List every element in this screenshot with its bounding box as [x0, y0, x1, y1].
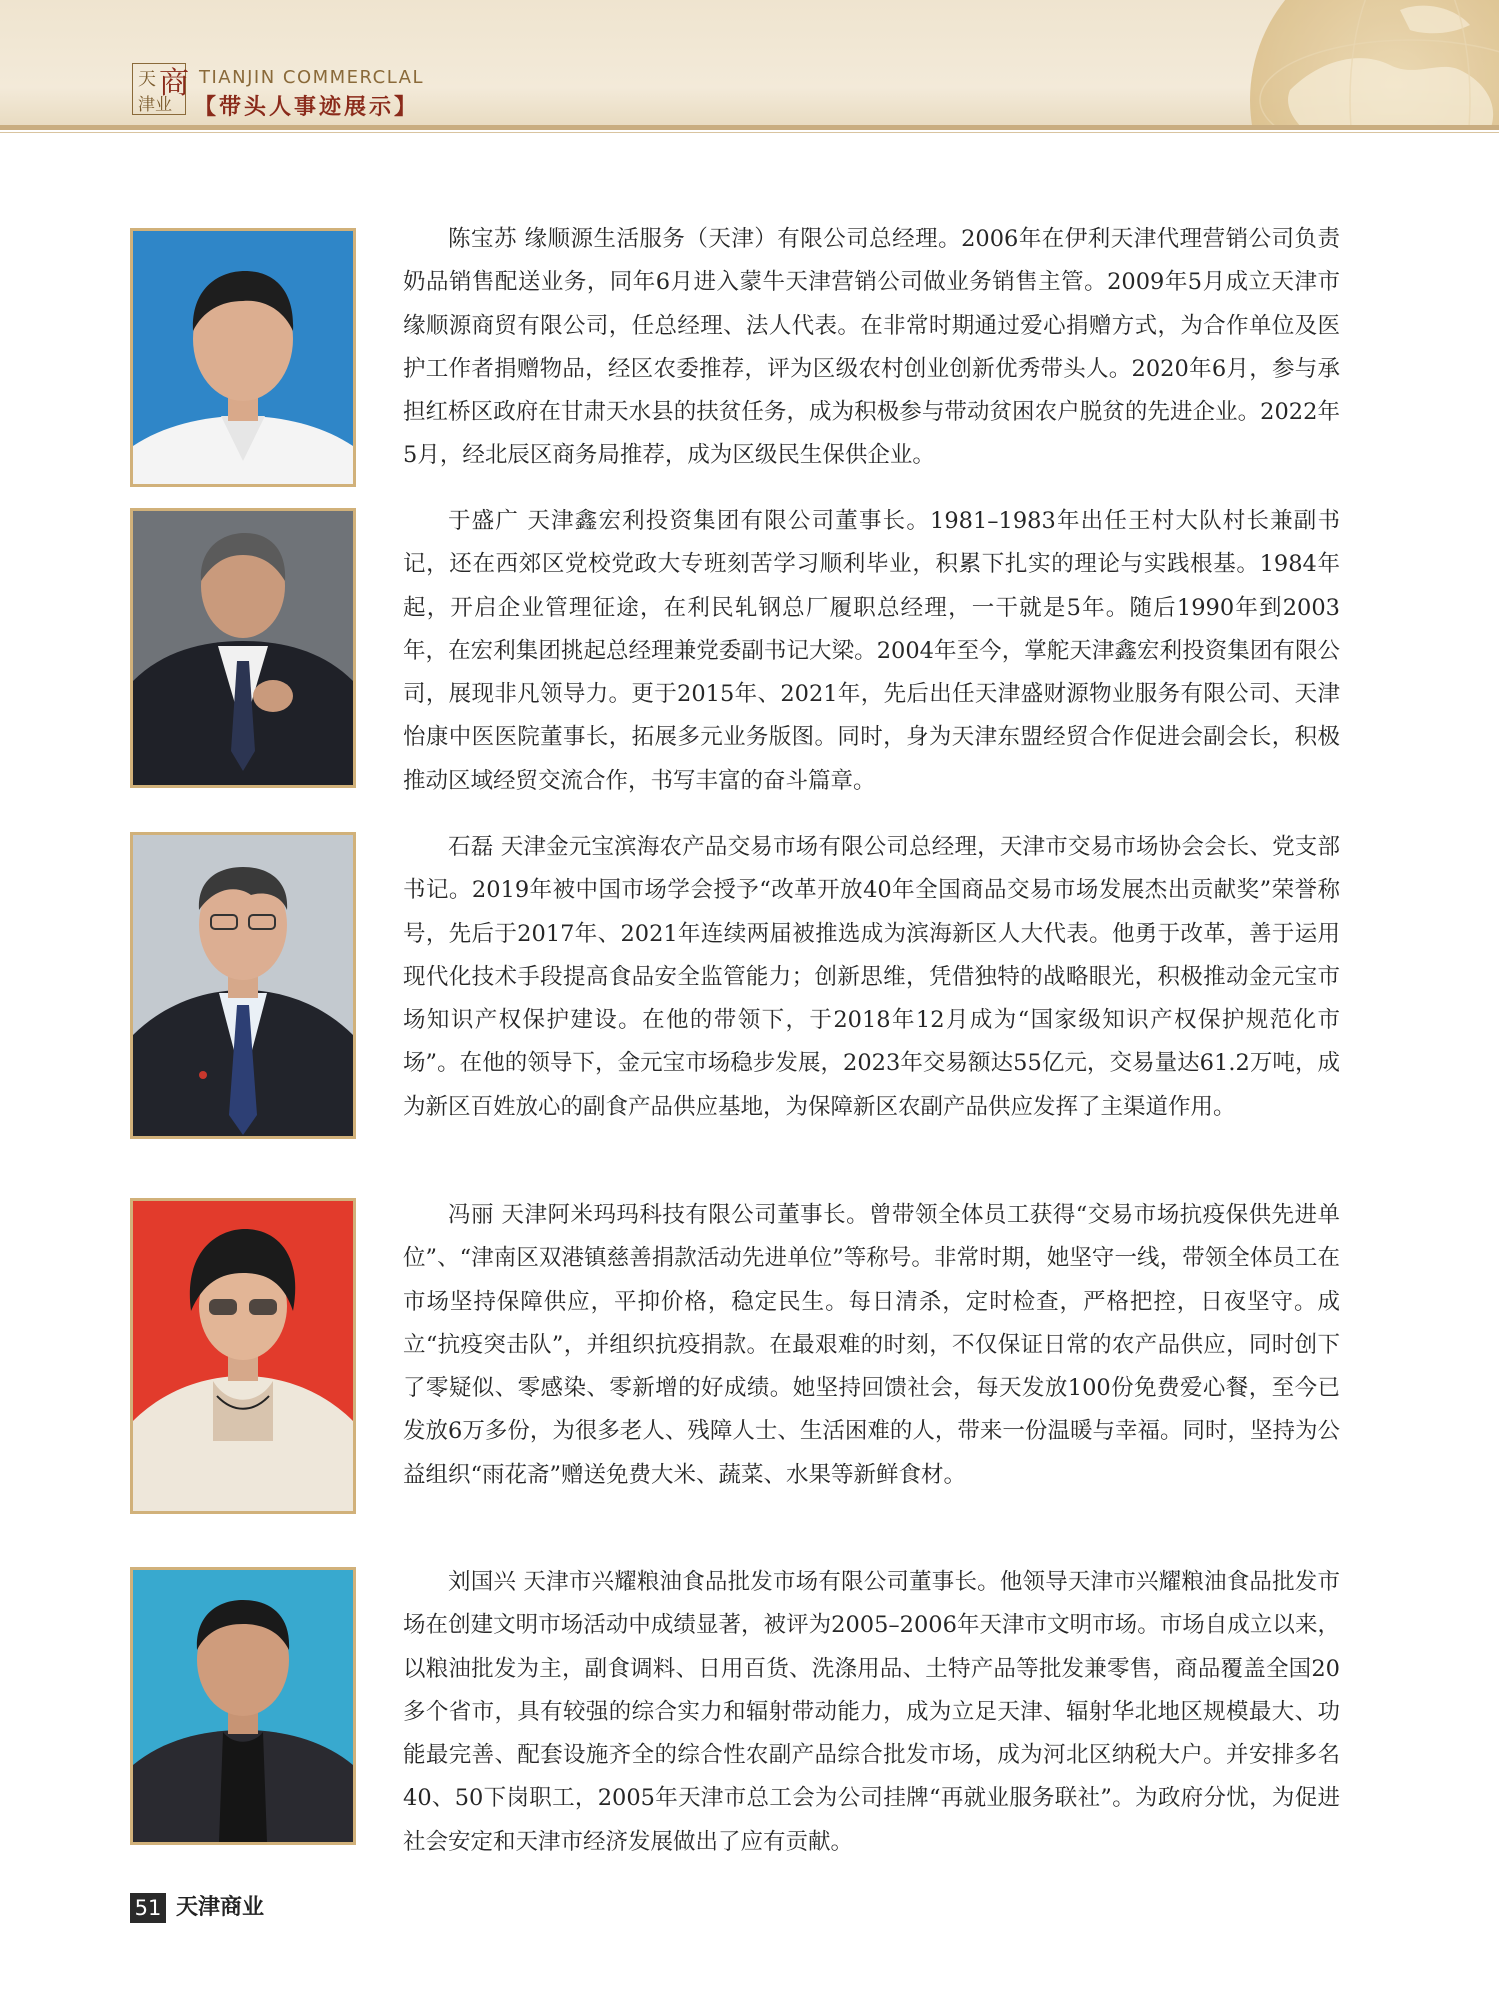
portrait-photo-3 [130, 832, 356, 1139]
portrait-photo-4 [130, 1198, 356, 1514]
header-divider [0, 125, 1499, 130]
page-header [0, 0, 1499, 125]
globe-decoration-icon [1250, 0, 1499, 125]
bio-text-3: 石磊 天津金元宝滨海农产品交易市场有限公司总经理，天津市交易市场协会会长、党支部书记。2019年被中国市场学会授予“改革开放40年全国商品交易市场发展杰出贡献奖”荣誉称号，先后于2017年、2021年连续两届被推选成为滨海新区人大代表。他勇于改革，善于运用现代化技术手段提高食品安全监管能力；创新思维，凭借独特的战略眼光，积极推动金元宝市场知识产权保护建设。在他的带领下，于2018年12月成为“国家级知识产权保护规范化市场”。在他的领导下，金元宝市场稳步发展，2023年交易额达55亿元，交易量达61.2万吨，成为新区百姓放心的副食产品供应基地，为保障新区农副产品供应发挥了主渠道作用。 [403, 834, 1340, 1120]
bio-text-4: 冯丽 天津阿米玛玛科技有限公司董事长。曾带领全体员工获得“交易市场抗疫保供先进单位”、“津南区双港镇慈善捐款活动先进单位”等称号。非常时期，她坚守一线，带领全体员工在市场坚持保障供应，平抑价格，稳定民生。每日清杀，定时检查，严格把控，日夜坚守。成立“抗疫突击队”，并组织抗疫捐款。在最艰难的时刻，不仅保证日常的农产品供应，同时创下了零疑似、零感染、零新增的好成绩。她坚持回馈社会，每天发放100份免费爱心餐，至今已发放6万多份，为很多老人、残障人士、生活困难的人，带来一份温暖与幸福。同时，坚持为公益组织“雨花斋”赠送免费大米、蔬菜、水果等新鲜食材。 [403, 1202, 1340, 1488]
magazine-title: 天津商业 [176, 1895, 265, 1920]
header-divider-thin [0, 132, 1499, 133]
logo-char-jinye: 津业 [138, 95, 172, 115]
column-title: 【带头人事迹展示】 [194, 94, 420, 120]
bio-text-2: 于盛广 天津鑫宏利投资集团有限公司董事长。1981–1983年出任王村大队村长兼副书记，还在西郊区党校党政大专班刻苦学习顺利毕业，积累下扎实的理论与实践根基。1984年起，开启企业管理征途，在利民轧钢总厂履职总经理，一干就是5年。随后1990年到2003年，在宏利集团挑起总经理兼党委副书记大梁。2004年至今，掌舵天津鑫宏利投资集团有限公司，展现非凡领导力。更于2015年、2021年，先后出任天津盛财源物业服务有限公司、天津怡康中医医院董事长，拓展多元业务版图。同时，身为天津东盟经贸合作促进会副会长，积极推动区域经贸交流合作，书写丰富的奋斗篇章。 [403, 508, 1340, 794]
logo-char-tian: 天 [138, 69, 156, 90]
bio-text-1: 陈宝苏 缘顺源生活服务（天津）有限公司总经理。2006年在伊利天津代理营销公司负责奶品销售配送业务，同年6月进入蒙牛天津营销公司做业务销售主管。2009年5月成立天津市缘顺源商贸有限公司，任总经理、法人代表。在非常时期通过爱心捐赠方式，为合作单位及医护工作者捐赠物品，经区农委推荐，评为区级农村创业创新优秀带头人。2020年6月，参与承担红桥区政府在甘肃天水县的扶贫任务，成为积极参与带动贫困农户脱贫的先进企业。2022年5月，经北辰区商务局推荐，成为区级民生保供企业。 [403, 226, 1340, 469]
page-number: 51 [130, 1893, 166, 1923]
brand-english: TIANJIN COMMERCLAL [199, 67, 425, 88]
bio-text-5: 刘国兴 天津市兴耀粮油食品批发市场有限公司董事长。他领导天津市兴耀粮油食品批发市场在创建文明市场活动中成绩显著，被评为2005–2006年天津市文明市场。市场自成立以来，以粮油批发为主，副食调料、日用百货、洗涤用品、土特产品等批发兼零售，商品覆盖全国20多个省市，具有较强的综合实力和辐射带动能力，成为立足天津、辐射华北地区规模最大、功能最完善、配套设施齐全的综合性农副产品综合批发市场，成为河北区纳税大户。并安排多名40、50下岗职工，2005年天津市总工会为公司挂牌“再就业服务联社”。为政府分忧，为促进社会安定和天津市经济发展做出了应有贡献。 [403, 1569, 1340, 1855]
portrait-photo-5 [130, 1567, 356, 1845]
magazine-logo [132, 63, 189, 115]
portrait-photo-1 [130, 228, 356, 487]
portrait-photo-2 [130, 508, 356, 788]
logo-char-shang: 商 [159, 66, 189, 101]
